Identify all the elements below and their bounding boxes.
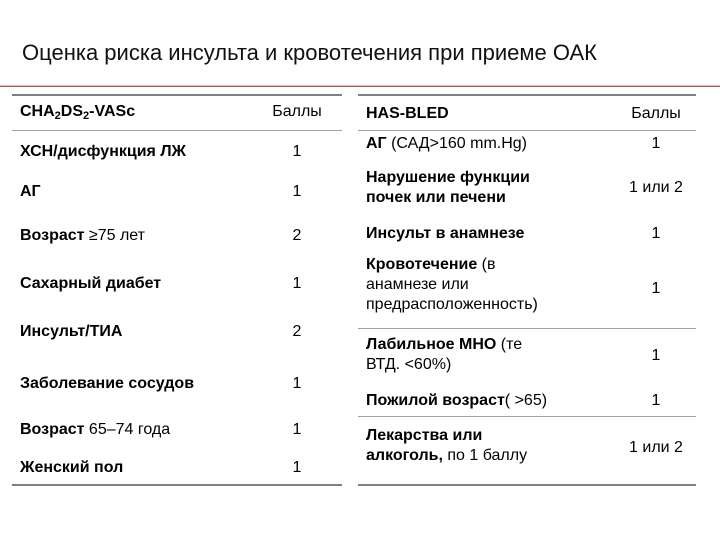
header-divider xyxy=(358,130,696,131)
page-title: Оценка риска инсульта и кровотечения при приеме ОАК xyxy=(22,40,597,65)
criterion-label: Заболевание сосудов xyxy=(20,375,195,392)
criterion-score: 1 xyxy=(651,392,661,409)
criterion-label: Возраст 65–74 года xyxy=(20,421,171,438)
criterion-label: Женский пол xyxy=(20,459,124,476)
has-bled-table xyxy=(358,94,696,484)
cha2ds2-vasc-table xyxy=(12,94,342,484)
criterion-score: 1 xyxy=(292,421,302,438)
table-top-border xyxy=(358,94,696,96)
criterion-score: 1 xyxy=(651,280,661,297)
title-accent-divider xyxy=(0,86,720,87)
criterion-score: 1 xyxy=(292,143,302,160)
criterion-label: Кровотечение (в анамнезе или предрасположенность) xyxy=(366,256,538,313)
criterion-label: Сахарный диабет xyxy=(20,275,162,292)
criterion-score: 1 xyxy=(292,375,302,392)
header-score-name: $CHA_2DS_2$-VASc xyxy=(20,103,136,122)
criterion-label: Инсульт/ТИА xyxy=(20,323,123,340)
criterion-label: АГ (САД>160 mm.Hg) xyxy=(366,135,528,152)
criterion-label: Лекарства или алкоголь, по 1 баллу xyxy=(366,427,528,464)
criterion-label: Нарушение функции почек или печени xyxy=(366,169,530,206)
criterion-label: Лабильное МНО (те ВТД. <60%) xyxy=(366,336,523,373)
criterion-label: АГ xyxy=(20,183,41,200)
criterion-score: 1 xyxy=(292,459,302,476)
table-top-border xyxy=(12,94,342,96)
table-header-row xyxy=(12,102,342,126)
header-divider xyxy=(12,130,342,131)
row-divider xyxy=(358,416,696,417)
criterion-score: 1 xyxy=(651,135,661,152)
criterion-score: 1 xyxy=(651,347,661,364)
criterion-label: Инсульт в анамнезе xyxy=(366,225,525,242)
criterion-score: 1 xyxy=(651,225,661,242)
criterion-label: Возраст ≥75 лет xyxy=(20,227,145,244)
header-points: Баллы xyxy=(631,105,681,122)
criterion-score: 1 xyxy=(292,183,302,200)
table-bottom-border xyxy=(12,484,342,486)
criterion-score: 1 xyxy=(292,275,302,292)
criterion-label: Пожилой возраст( >65) xyxy=(366,392,548,409)
criterion-label: ХСН/дисфункция ЛЖ xyxy=(20,143,187,160)
row-divider xyxy=(358,328,696,329)
header-score-name: HAS-BLED xyxy=(366,105,449,122)
criterion-score: 2 xyxy=(292,323,302,340)
table-header-row xyxy=(358,104,696,128)
header-points: Баллы xyxy=(272,103,322,120)
table-bottom-border xyxy=(358,484,696,486)
criterion-score: 1 или 2 xyxy=(629,179,683,196)
criterion-score: 2 xyxy=(292,227,302,244)
criterion-score: 1 или 2 xyxy=(629,439,683,456)
